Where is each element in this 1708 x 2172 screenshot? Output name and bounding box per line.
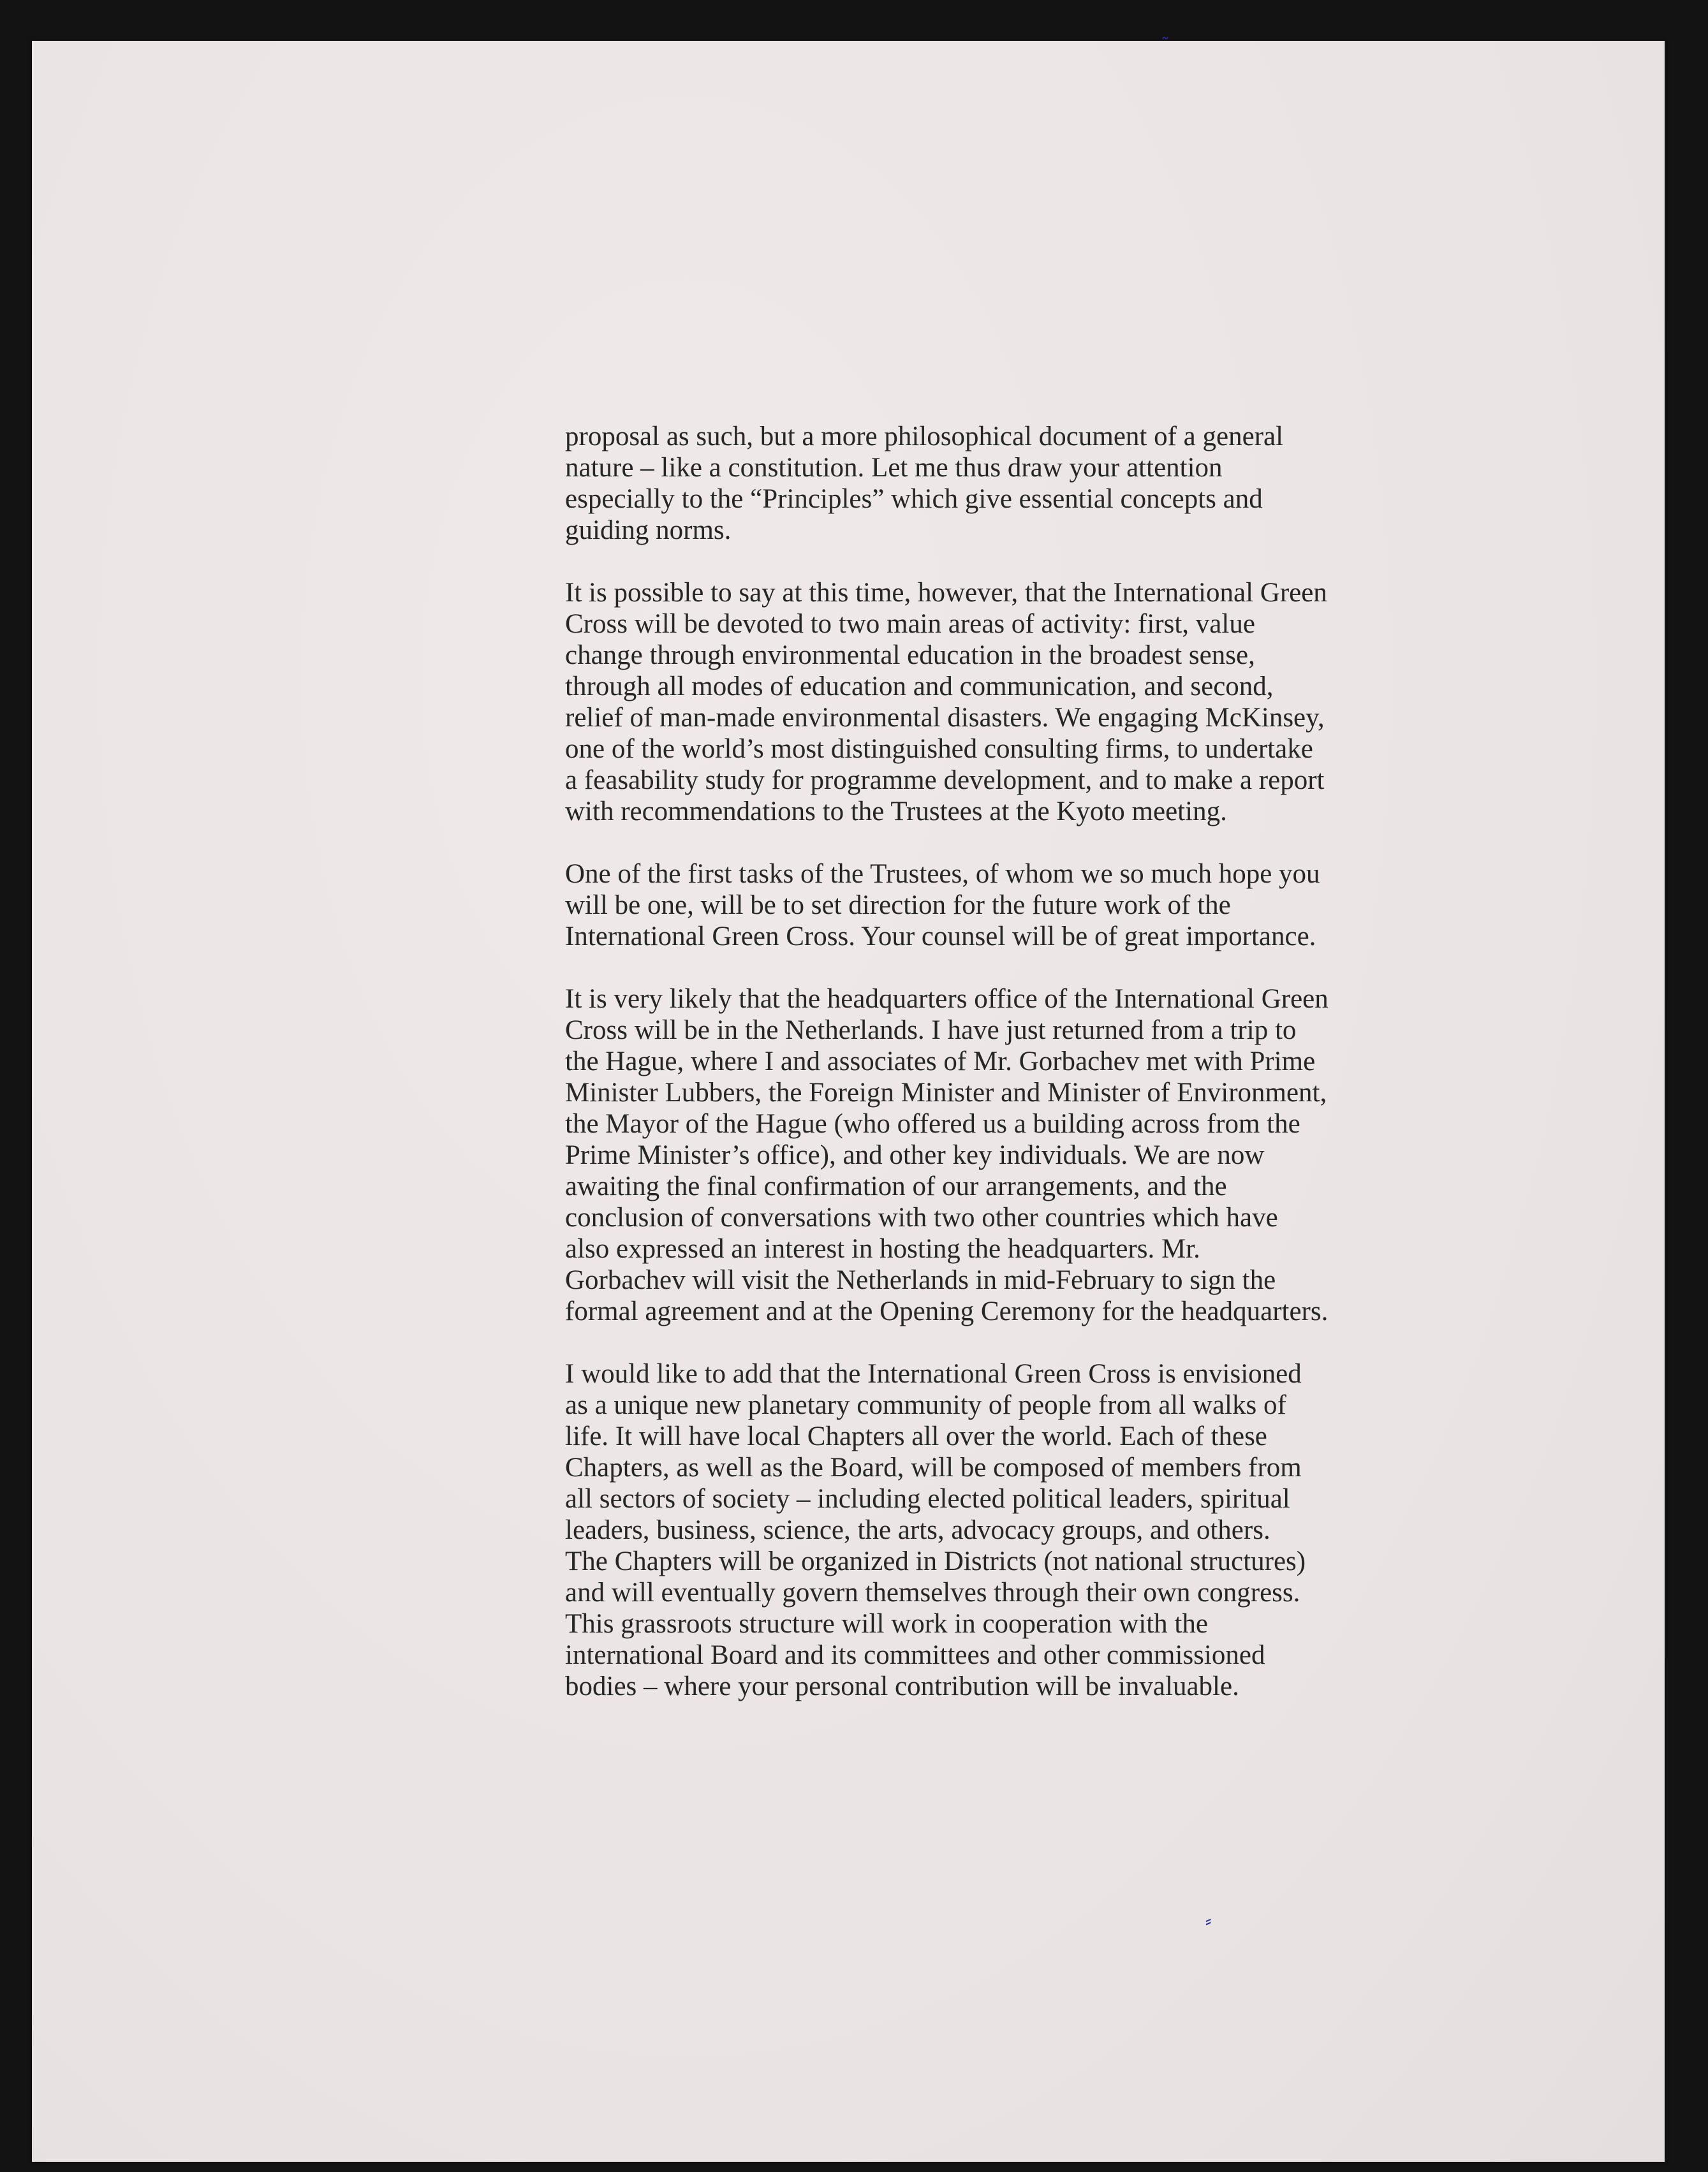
letter-body	[565, 421, 1452, 1733]
paragraph-3: One of the first tasks of the Trustees, of whom we so much hope you will be one, will be to set direction for the future work of the International Green Cross. Your counsel will be of great importance.	[565, 859, 1320, 951]
letter-page	[32, 34, 1665, 2162]
paragraph-2: It is possible to say at this time, however, that the International Green Cross will be devoted to two main areas of activity: first, value change through environmental education in the broadest sense, through all modes of education and communication, and second, relief of man-made environmental disasters. We engaging McKinsey, one of the world’s most distinguished consulting firms, to undertake a feasability study for programme development, and to make a report with recommendations to the Trustees at the Kyoto meeting.	[565, 578, 1327, 826]
paragraph-1: proposal as such, but a more philosophical document of a general nature – like a constitution. Let me thus draw your attention especially to the “Principles” which give essential concepts and guiding norms.	[565, 422, 1284, 545]
ink-mark-top: ˜	[1161, 34, 1170, 55]
paragraph-4: It is very likely that the headquarters office of the International Green Cross will be in the Netherlands. I have just returned from a trip to the Hague, where I and associates of Mr. Gorbachev met with Prime Minister Lubbers, the Foreign Minister and Minister of Environment, the Mayor of the Hague (who offered us a building across from the Prime Minister’s office), and other key individuals. We are now awaiting the final confirmation of our arrangements, and the conclusion of conversations with two other countries which have also expressed an interest in hosting the headquarters. Mr. Gorbachev will visit the Netherlands in mid-February to sign the formal agreement and at the Opening Ceremony for the headquarters.	[565, 984, 1329, 1326]
ink-mark-bottom: ⸗	[1205, 1910, 1212, 1931]
paragraph-5: I would like to add that the International Green Cross is envisioned as a unique new planetary community of people from all walks of life. It will have local Chapters all over the world. Each of these Chapters, as well as the Board, will be composed of members from all sectors of society – including elected political leaders, spiritual leaders, business, science, the arts, advocacy groups, and others. The Chapters will be organized in Districts (not national structures) and will eventually govern themselves through their own congress. This grassroots structure will work in cooperation with the international Board and its committees and other commissioned bodies – where your personal contribution will be invaluable.	[565, 1359, 1306, 1701]
